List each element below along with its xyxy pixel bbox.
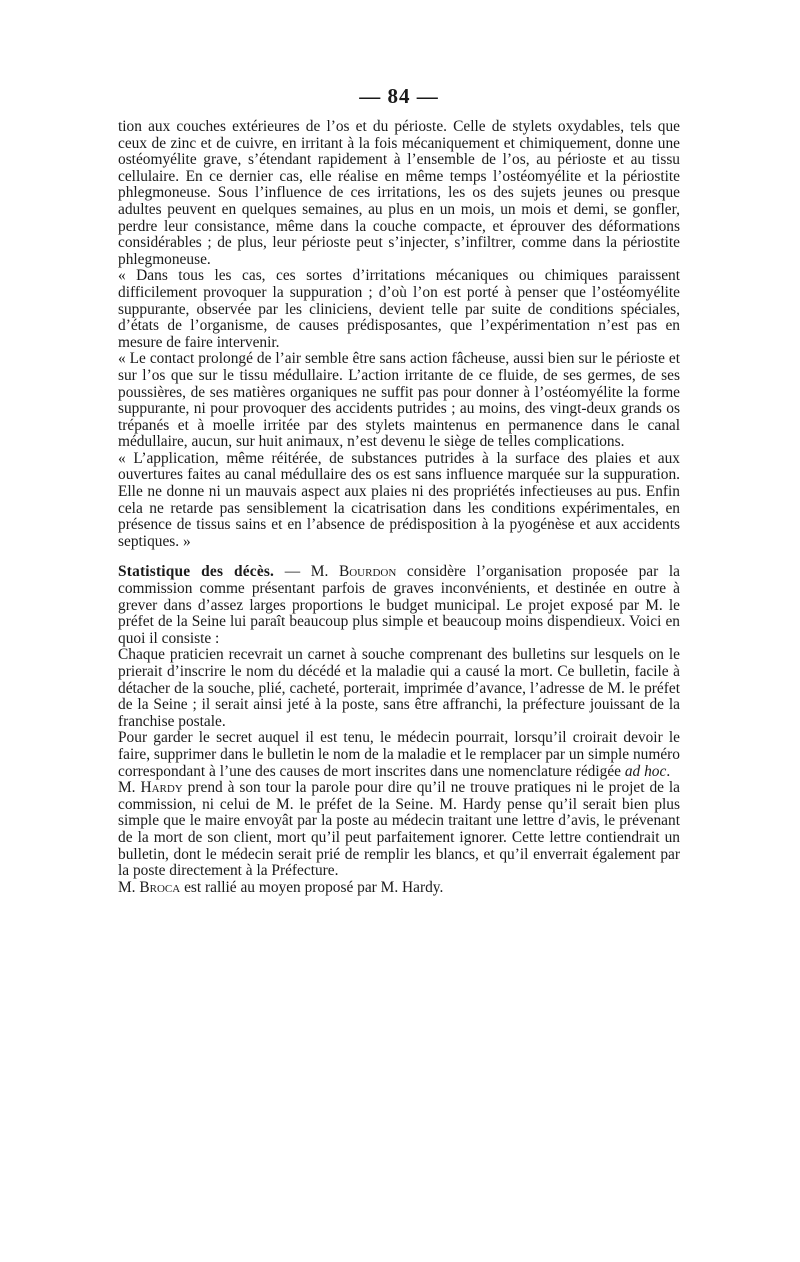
page-number: — 84 — (359, 84, 439, 108)
section-heading: Statistique des décès. (118, 563, 275, 581)
paragraph-end: . (666, 762, 671, 780)
paragraph-text: considère l’organisation proposée par la commission comme présentant parfois de graves inconvénients, et destinée en outre à grever dans d’assez larges proportions le budget municipal. Le projet exposé par M. le préfet de la Seine lui paraît beaucoup plus simple et beaucoup moins dispendieux. Voici en quoi il consiste : (118, 563, 680, 647)
paragraph-air-contact: « Le contact prolongé de l’air semble être sans action fâcheuse, aussi bien sur le périoste et sur l’os que sur le tissu médullaire. L’action irritante de ce fluide, de ses germes, de ses poussières, de ses matières organiques ne suffit pas pour donner à l’ostéomyélite la forme suppurante, ni pour provoquer des accidents putrides ; au moins, des vingt-deux grands os trépanés et à moelle irritée par des stylets maintenus en permanence dans le canal médullaire, aucun, sur huit animaux, n’est devenu le siège de telles complications. (118, 350, 680, 451)
document-page (118, 86, 680, 896)
paragraph-secret-numbering (118, 730, 680, 780)
paragraph-hardy-proposal (118, 780, 680, 880)
paragraph-text: prend à son tour la parole pour dire qu’il ne trouve pratiques ni le projet de la commission, ni celui de M. le préfet de la Seine. M. Hardy pense qu’il serait bien plus simple que le maire envoyât par la poste au médecin traitant une lettre d’avis, le prévenant de la mort de son client, mort qu’il peut parfaitement ignorer. Cette lettre contiendrait un bulletin, dont le médecin serait prié de remplir les blancs, et qu’il enverrait également par la poste directement à la Préfecture. (118, 779, 680, 880)
paragraph-putrid-substances: « L’application, même réitérée, de substances putrides à la surface des plaies et aux ouvertures faites au canal médullaire des os est sans influence marquée sur la suppuration. Elle ne donne ni un mauvais aspect aux plaies ni des propriétés infectieuses au pus. Enfin cela ne retarde pas sensiblement la cicatrisation dans les conditions expérimentales, en présence de tissus sains et en l’absence de prédisposition à la pyogénèse et aux accidents septiques. » (118, 449, 680, 550)
paragraph-carnet-proposal: Chaque praticien recevrait un carnet à souche comprenant des bulletins sur lesquels on le prierait d’inscrire le nom du décédé et la maladie qui a causé la mort. Ce bulletin, facile à détacher de la souche, plié, cacheté, porterait, imprimée d’avance, l’adresse de M. le préfet de la Seine ; il serait ainsi jeté à la poste, sans être affranchi, la préfecture jouissant de la franchise postale. (118, 646, 680, 730)
italic-latin-phrase: ad hoc (624, 762, 667, 780)
heading-dash: — M. (274, 563, 339, 581)
paragraph-text: est rallié au moyen proposé par M. Hardy. (180, 878, 444, 896)
speaker-name: Broca (139, 878, 181, 896)
paragraph-osteomyelitis-irritation: tion aux couches extérieures de l’os et du périoste. Celle de stylets oxydables, tels que ceux de zinc et de cuivre, en irritant à la fois mécaniquement et chimiquement, donne une ostéomyélite grave, s’étendant rapidement à l’ensemble de l’os, au périoste et au tissu cellulaire. En ce dernier cas, elle réalise en même temps l’ostéomyélite et la périostite phlegmoneuse. Sous l’influence de ces irritations, les os des sujets jeunes ou presque adultes peuvent en quelques semaines, au plus en un mois, un mois et demi, se gonfler, perdre leur consistance, même dans la couche compacte, et éprouver des déformations considérables ; de plus, leur périoste peut s’injecter, s’infiltrer, comme dans la périostite phlegmoneuse. (118, 118, 680, 268)
paragraph-broca-agreement (118, 880, 680, 897)
speaker-name: Bourdon (338, 563, 397, 581)
paragraph-death-statistics (118, 564, 680, 647)
speaker-prefix: M. (118, 779, 141, 797)
paragraph-text: Pour garder le secret auquel il est tenu, le médecin pourrait, lorsqu’il croirait devoir le faire, supprimer dans le bulletin le nom de la maladie et le remplacer par un simple numéro correspondant à l’une des causes de mort inscrites dans une nomenclature rédigée (118, 729, 680, 780)
speaker-name: Hardy (140, 779, 183, 797)
speaker-prefix: M. (118, 878, 140, 896)
paragraph-suppuration-conditions: « Dans tous les cas, ces sortes d’irritations mécaniques ou chimiques paraissent difficilement provoquer la suppuration ; d’où l’on est porté à penser que l’ostéomyélite suppurante, observée par les cliniciens, devient telle par suite de conditions spéciales, d’états de l’organisme, de causes prédisposantes, que l’expérimentation n’est pas en mesure de faire intervenir. (118, 267, 680, 351)
